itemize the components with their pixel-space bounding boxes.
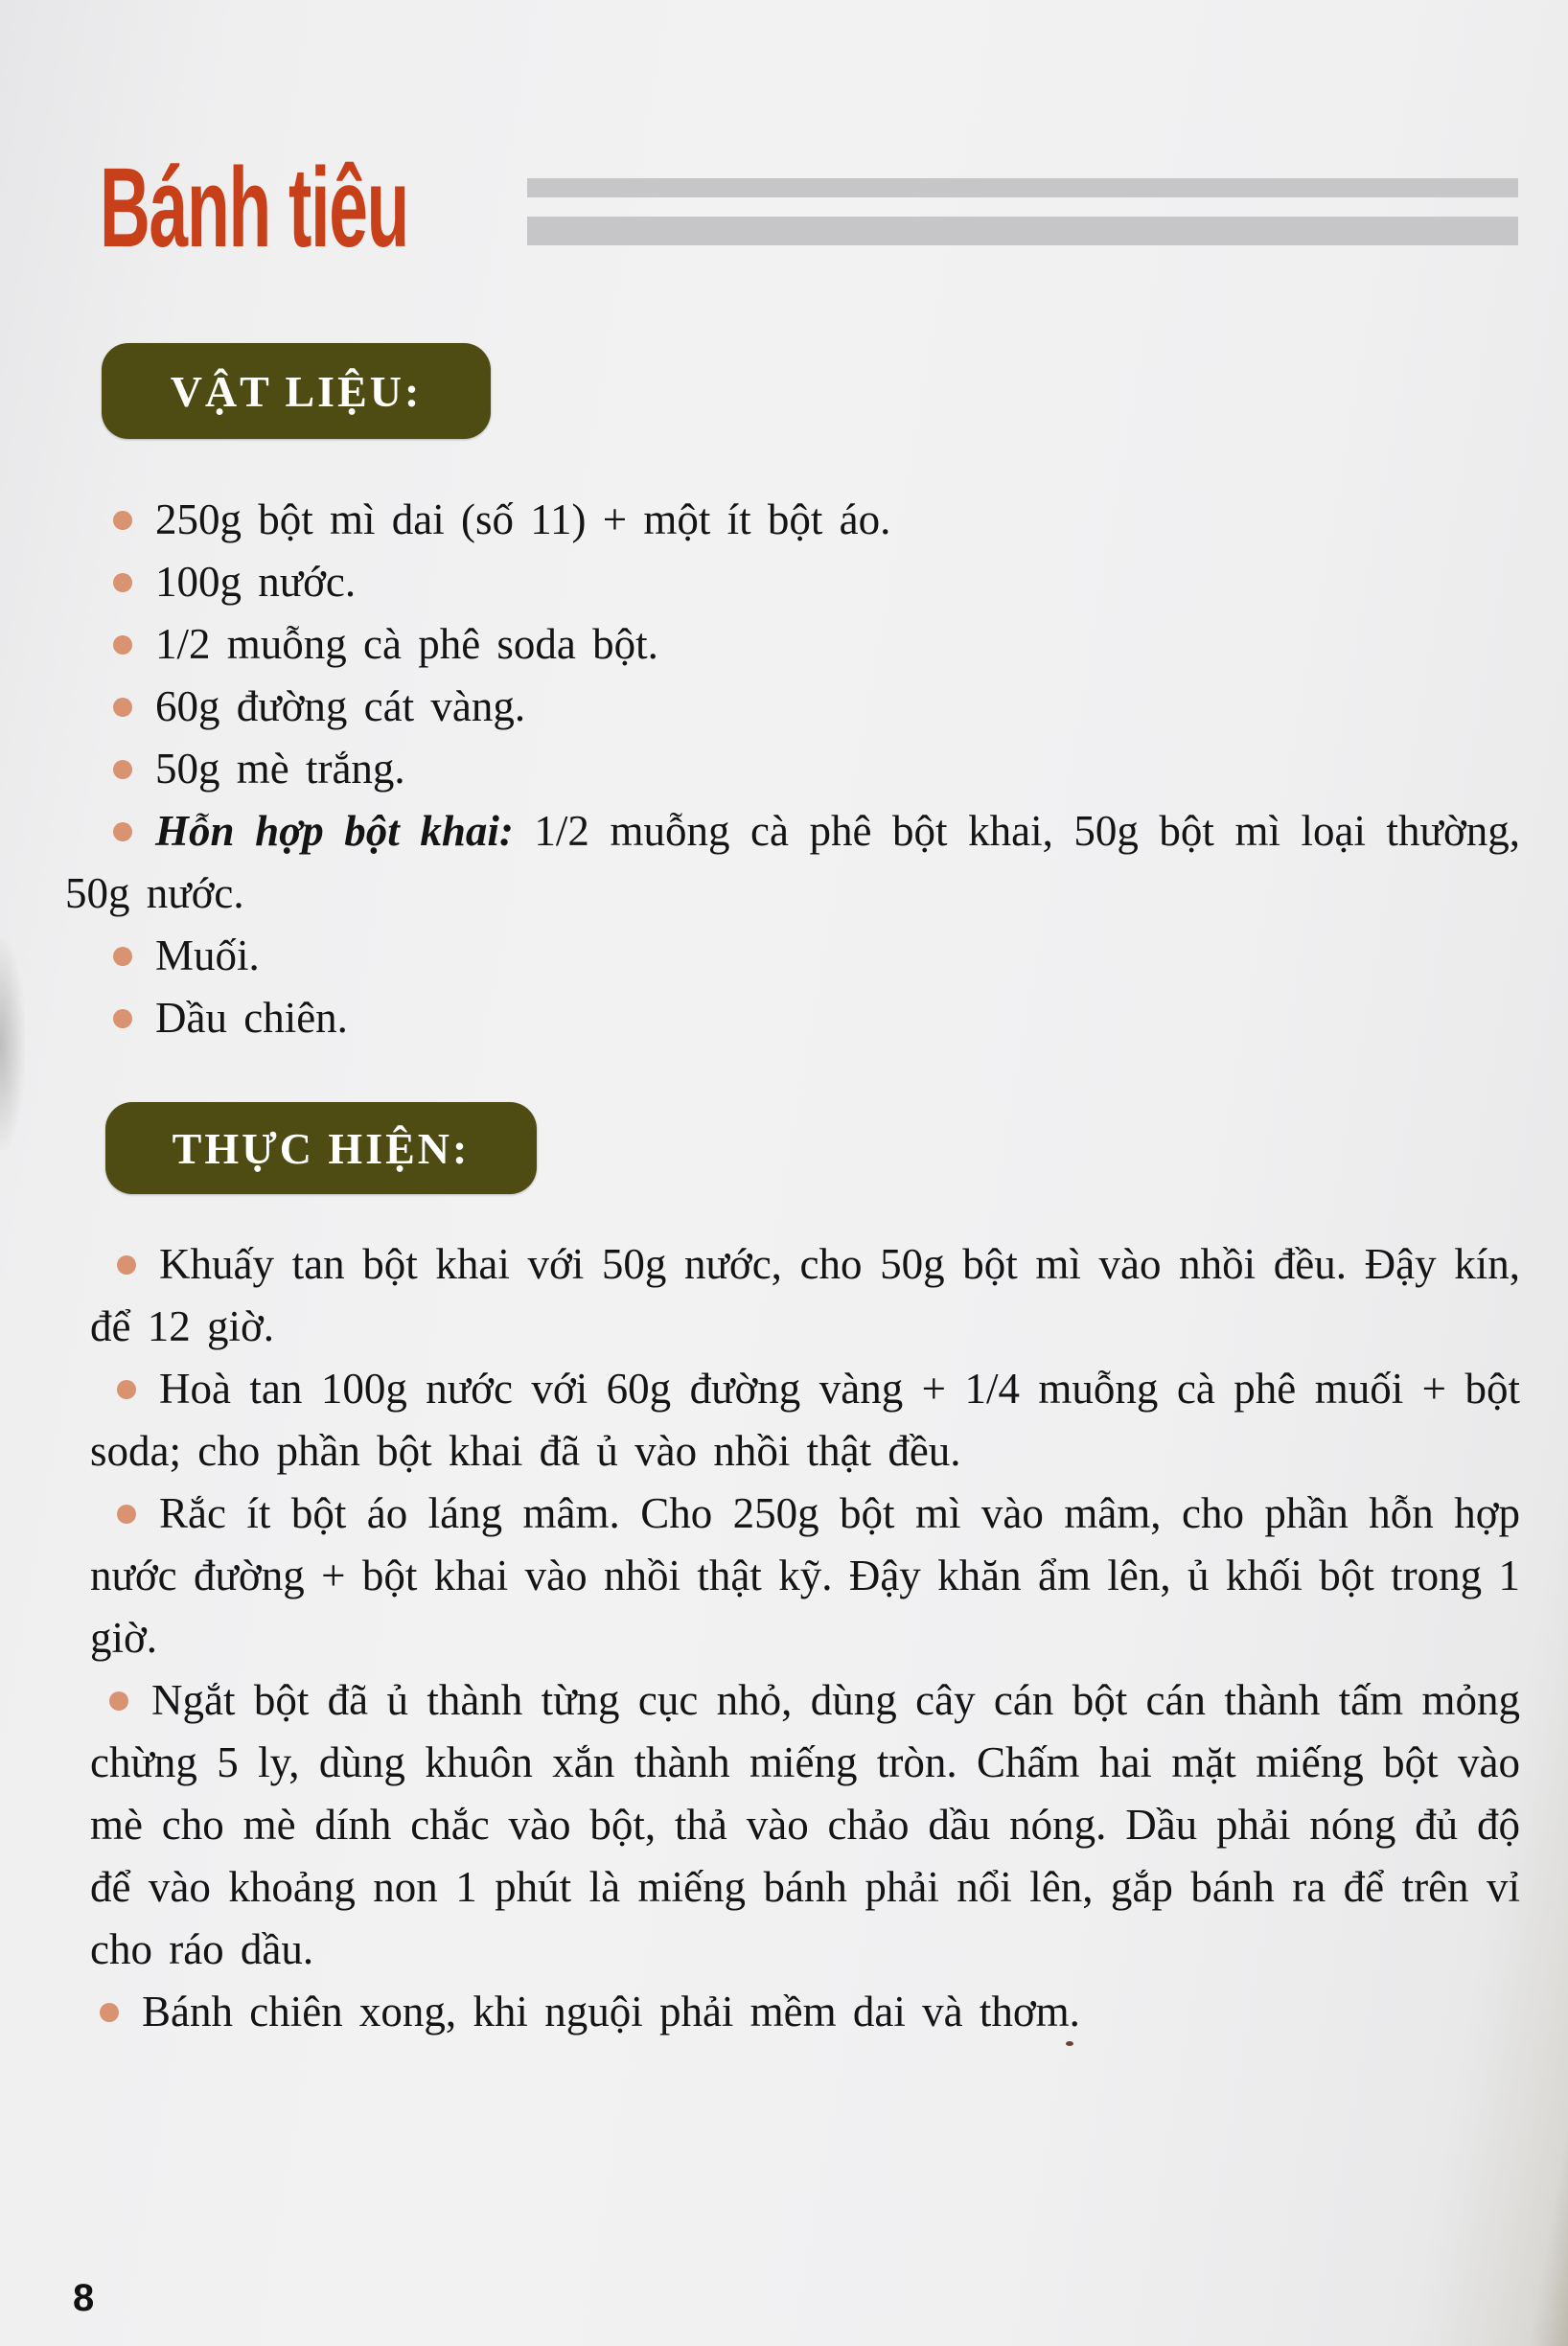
- bullet-dot-icon: [117, 1255, 136, 1275]
- materials-item: [104, 738, 1520, 800]
- bullet-dot-icon: [109, 1691, 128, 1711]
- materials-item: [104, 613, 1520, 676]
- bullet-dot-icon: [113, 698, 132, 717]
- materials-item-text: 100g nước.: [155, 558, 357, 606]
- materials-item-label: Hỗn hợp bột khai:: [155, 807, 514, 855]
- materials-heading: VẬT LIỆU:: [170, 366, 423, 416]
- bullet-dot-icon: [113, 760, 132, 779]
- steps-heading: THỰC HIỆN:: [172, 1123, 471, 1173]
- materials-item: [104, 551, 1520, 613]
- title-decorative-rule-bottom: [527, 217, 1518, 245]
- materials-item-text: Muối.: [155, 932, 260, 979]
- step-item: [90, 1233, 1520, 1358]
- page-edge-shadow: [0, 939, 25, 1150]
- steps-list: [90, 1233, 1520, 2043]
- bullet-dot-icon: [113, 511, 132, 530]
- materials-item-text: 1/2 muỗng cà phê bột khai, 50g bột mì loại thường, 50g nước.: [65, 807, 1520, 917]
- step-item: [90, 1483, 1520, 1669]
- materials-item: [104, 987, 1520, 1049]
- step-item-text: Hoà tan 100g nước với 60g đường vàng + 1/4 muỗng cà phê muối + bột soda; cho phần bột khai đã ủ vào nhồi thật đều.: [90, 1365, 1520, 1475]
- step-item: [90, 1358, 1520, 1483]
- materials-item: [104, 676, 1520, 738]
- materials-item-text: 60g đường cát vàng.: [155, 682, 526, 730]
- bullet-dot-icon: [117, 1505, 136, 1524]
- page-number: 8: [73, 2277, 95, 2319]
- materials-item: [104, 925, 1520, 987]
- bullet-dot-icon: [100, 2003, 119, 2022]
- bullet-dot-icon: [113, 1009, 132, 1028]
- bullet-dot-icon: [113, 573, 132, 592]
- bullet-dot-icon: [113, 947, 132, 966]
- paper-speck: [1066, 2041, 1073, 2046]
- materials-item-text: 250g bột mì dai (số 11) + một ít bột áo.: [155, 495, 891, 543]
- recipe-title-block: [100, 146, 598, 270]
- materials-item-text: 50g mè trắng.: [155, 745, 405, 793]
- materials-list: [65, 489, 1520, 1049]
- step-item-text: Bánh chiên xong, khi nguội phải mềm dai và thơm.: [142, 1988, 1080, 2036]
- step-item: [90, 1981, 1520, 2043]
- title-decorative-rule-top: [527, 178, 1518, 197]
- step-item-text: Rắc ít bột áo láng mâm. Cho 250g bột mì vào mâm, cho phần hỗn hợp nước đường + bột khai vào nhồi thật kỹ. Đậy khăn ẩm lên, ủ khối bột trong 1 giờ.: [90, 1489, 1520, 1662]
- recipe-title: Bánh tiêu: [100, 145, 409, 271]
- bullet-dot-icon: [117, 1380, 136, 1399]
- step-item-text: Khuấy tan bột khai với 50g nước, cho 50g bột mì vào nhồi đều. Đậy kín, để 12 giờ.: [90, 1240, 1520, 1350]
- materials-item: [104, 489, 1520, 551]
- materials-item: [65, 800, 1520, 925]
- step-item: [90, 1669, 1520, 1981]
- step-item-text: Ngắt bột đã ủ thành từng cục nhỏ, dùng cây cán bột cán thành tấm mỏng chừng 5 ly, dùng khuôn xắn thành miếng tròn. Chấm hai mặt miếng bột vào mè cho mè dính chắc vào bột, thả vào chảo dầu nóng. Dầu phải nóng đủ độ để vào khoảng non 1 phút là miếng bánh phải nổi lên, gắp bánh ra để trên vỉ cho ráo dầu.: [90, 1676, 1520, 1973]
- steps-heading-badge: [105, 1102, 537, 1194]
- materials-heading-badge: [102, 343, 491, 439]
- materials-item-text: 1/2 muỗng cà phê soda bột.: [155, 620, 658, 668]
- bullet-dot-icon: [113, 822, 132, 841]
- bullet-dot-icon: [113, 635, 132, 655]
- materials-item-text: Dầu chiên.: [155, 994, 348, 1042]
